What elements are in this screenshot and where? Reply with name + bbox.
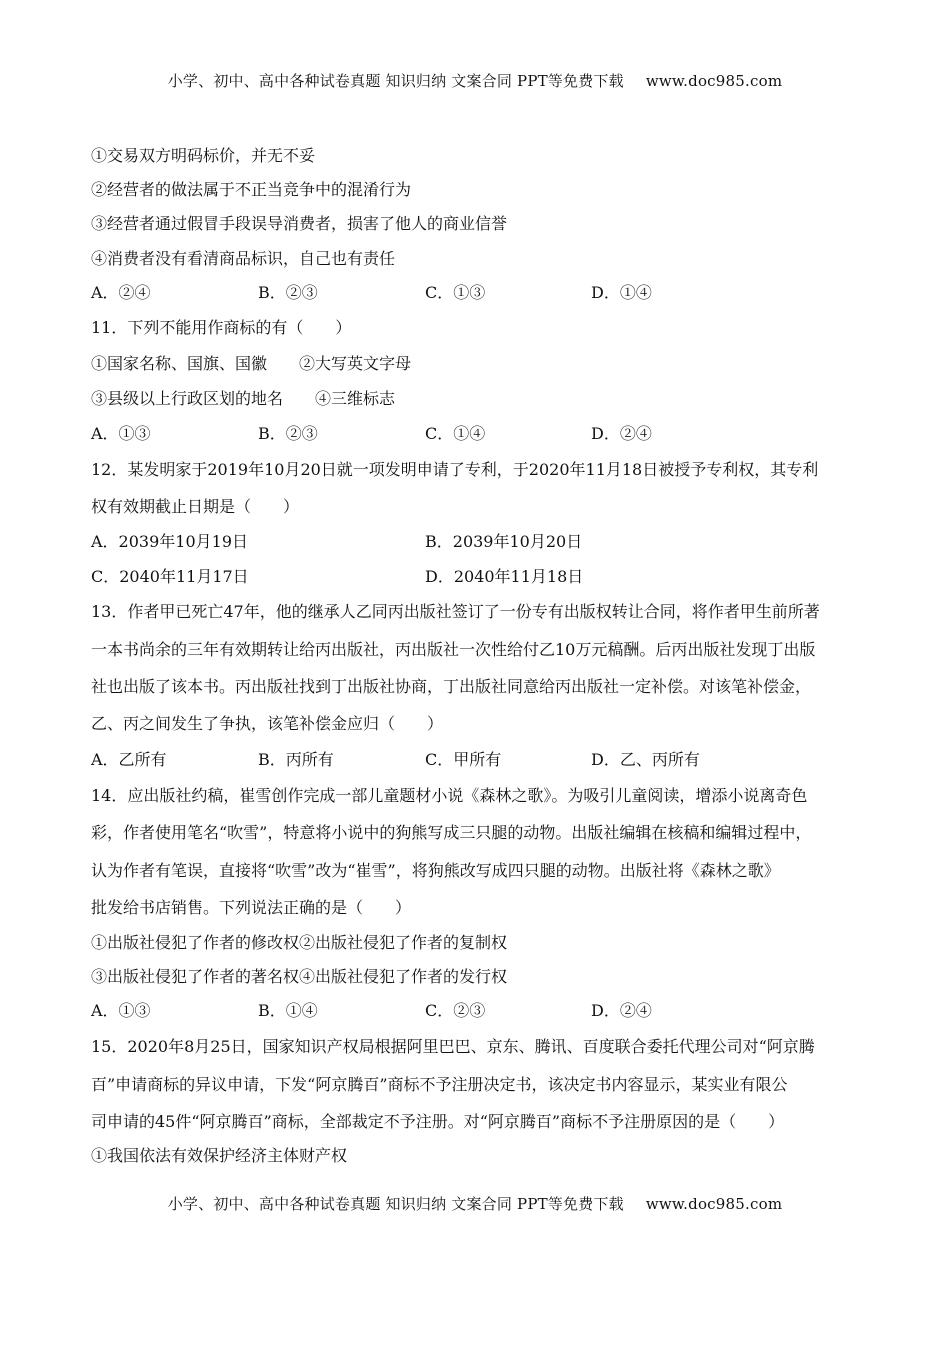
q14-option-d: D．②④ — [591, 1001, 652, 1020]
q11-item-1: ①国家名称、国旗、国徽 ②大写英文字母 — [91, 354, 412, 373]
header-url[interactable]: www.doc985.com — [645, 72, 783, 90]
page-footer — [0, 1193, 950, 1214]
q10-item-4: ④消费者没有看清商品标识，自己也有责任 — [91, 249, 396, 268]
q14-option-b: B．①④ — [258, 1001, 318, 1020]
q11-option-a: A．①③ — [91, 424, 151, 443]
q10-option-d: D．①④ — [591, 283, 652, 302]
q13-option-d: D．乙、丙所有 — [591, 750, 700, 769]
q14-item-1: ①出版社侵犯了作者的修改权②出版社侵犯了作者的复制权 — [91, 933, 508, 952]
q13-stem-line-2: 一本书尚余的三年有效期转让给丙出版社，丙出版社一次性给付乙10万元稿酬。后丙出版社发现丁出版 — [91, 640, 816, 659]
q10-item-3: ③经营者通过假冒手段误导消费者，损害了他人的商业信誉 — [91, 214, 508, 233]
q14-stem-line-2: 彩，作者使用笔名“吹雪”，特意将小说中的狗熊写成三只腿的动物。出版社编辑在核稿和编辑过程中， — [91, 823, 812, 842]
q10-option-a: A．②④ — [91, 283, 151, 302]
q14-option-a: A．①③ — [91, 1001, 151, 1020]
q10-item-1: ①交易双方明码标价，并无不妥 — [91, 146, 316, 165]
q10-option-b: B．②③ — [258, 283, 318, 302]
q15-stem-line-2: 百”申请商标的异议申请，下发“阿京腾百”商标不予注册决定书，该决定书内容显示，某实业有限公 — [91, 1075, 788, 1094]
q10-option-c: C．①③ — [425, 283, 486, 302]
q12-option-c: C．2040年11月17日 — [91, 567, 249, 586]
footer-text: 小学、初中、高中各种试卷真题 知识归纳 文案合同 PPT等免费下载 — [167, 1195, 624, 1213]
q12-option-a: A．2039年10月19日 — [91, 532, 248, 551]
q14-stem-line-4: 批发给书店销售。下列说法正确的是（ ） — [91, 898, 412, 917]
header-text: 小学、初中、高中各种试卷真题 知识归纳 文案合同 PPT等免费下载 — [167, 72, 624, 90]
q13-option-a: A．乙所有 — [91, 750, 167, 769]
q12-stem-line-2: 权有效期截止日期是（ ） — [91, 497, 300, 516]
q11-option-c: C．①④ — [425, 424, 486, 443]
q11-item-2: ③县级以上行政区划的地名 ④三维标志 — [91, 389, 396, 408]
q15-item-1: ①我国依法有效保护经济主体财产权 — [91, 1146, 348, 1165]
q13-option-c: C．甲所有 — [425, 750, 502, 769]
q15-stem-line-1: 15．2020年8月25日，国家知识产权局根据阿里巴巴、京东、腾讯、百度联合委托代理公司对“阿京腾 — [91, 1037, 815, 1056]
q10-item-2: ②经营者的做法属于不正当竞争中的混淆行为 — [91, 180, 412, 199]
q11-stem: 11．下列不能用作商标的有（ ） — [91, 318, 352, 337]
q12-option-d: D．2040年11月18日 — [425, 567, 584, 586]
q12-stem-line-1: 12．某发明家于2019年10月20日就一项发明申请了专利，于2020年11月18日被授予专利权，其专利 — [91, 460, 819, 479]
q14-item-2: ③出版社侵犯了作者的著名权④出版社侵犯了作者的发行权 — [91, 967, 508, 986]
page-header — [0, 70, 950, 91]
q15-stem-line-3: 司申请的45件“阿京腾百”商标，全部裁定不予注册。对“阿京腾百”商标不予注册原因的是（ ） — [91, 1112, 785, 1131]
q12-option-b: B．2039年10月20日 — [425, 532, 583, 551]
footer-url[interactable]: www.doc985.com — [645, 1195, 783, 1213]
q13-stem-line-4: 乙、丙之间发生了争执，该笔补偿金应归（ ） — [91, 714, 444, 733]
q13-stem-line-3: 社也出版了该本书。丙出版社找到丁出版社协商，丁出版社同意给丙出版社一定补偿。对该笔补偿金， — [91, 677, 812, 696]
q14-stem-line-1: 14．应出版社约稿，崔雪创作完成一部儿童题材小说《森林之歌》。为吸引儿童阅读，增添小说离奇色 — [91, 786, 808, 805]
q13-option-b: B．丙所有 — [258, 750, 334, 769]
q11-option-b: B．②③ — [258, 424, 318, 443]
q14-stem-line-3: 认为作者有笔误，直接将“吹雪”改为“崔雪”，将狗熊改写成四只腿的动物。出版社将《森林之歌》 — [91, 861, 780, 880]
q13-stem-line-1: 13．作者甲已死亡47年，他的继承人乙同丙出版社签订了一份专有出版权转让合同，将作者甲生前所著 — [91, 602, 820, 621]
q14-option-c: C．②③ — [425, 1001, 486, 1020]
q11-option-d: D．②④ — [591, 424, 652, 443]
